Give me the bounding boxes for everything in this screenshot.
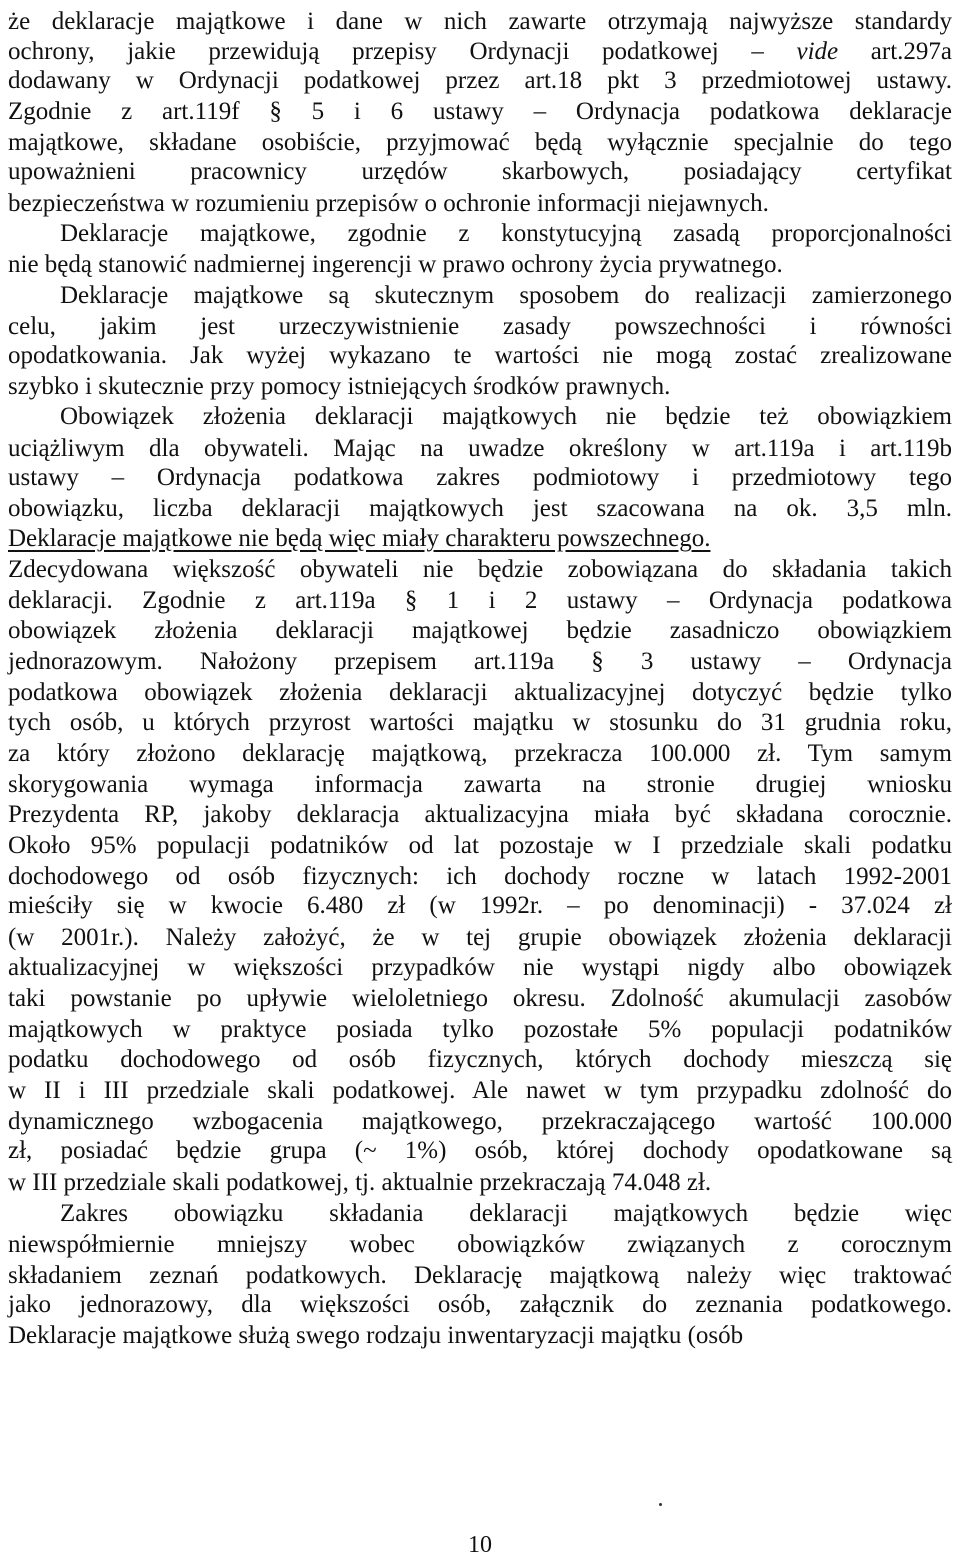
text-line: Zdecydowana większość obywateli nie będzie zobowiązana do składania takich bbox=[8, 556, 952, 583]
text-line: celu, jakim jest urzeczywistnienie zasady powszechności i równości bbox=[8, 313, 952, 340]
text-line: Deklaracje majątkowe, zgodnie z konstytucyjną zasadą proporcjonalności bbox=[60, 220, 952, 247]
text-line: zł, posiadać będzie grupa (~ 1%) osób, której dochody opodatkowane są bbox=[8, 1137, 952, 1164]
page-number: 10 bbox=[468, 1532, 492, 1558]
text-line: jako jednorazowy, dla większości osób, załącznik do zeznania podatkowego. bbox=[8, 1291, 952, 1318]
text-line: nie będą stanowić nadmiernej ingerencji w prawo ochrony życia prywatnego. bbox=[8, 251, 783, 278]
text-line: Zgodnie z art.119f § 5 i 6 ustawy – Ordynacja podatkowa deklaracje bbox=[8, 98, 952, 125]
text-line: taki powstanie po upływie wieloletniego okresu. Zdolność akumulacji zasobów bbox=[8, 985, 952, 1012]
text-line: podatku dochodowego od osób fizycznych, których dochody mieszczą się bbox=[8, 1046, 952, 1073]
text-line: podatkowa obowiązek złożenia deklaracji aktualizacyjnej dotyczyć będzie tylko bbox=[8, 679, 952, 706]
text-line: dochodowego od osób fizycznych: ich dochody roczne w latach 1992-2001 bbox=[8, 863, 952, 890]
text-line: uciążliwym dla obywateli. Mając na uwadze określony w art.119a i art.119b bbox=[8, 435, 952, 462]
text-line: niewspółmiernie mniejszy wobec obowiązków związanych z corocznym bbox=[8, 1231, 952, 1258]
text-line: jednorazowym. Nałożony przepisem art.119a § 3 ustawy – Ordynacja bbox=[8, 648, 952, 675]
text-line: Około 95% populacji podatników od lat pozostaje w I przedziale skali podatku bbox=[8, 832, 952, 859]
text-line: deklaracji. Zgodnie z art.119a § 1 i 2 ustawy – Ordynacja podatkowa bbox=[8, 587, 952, 614]
text-line: ustawy – Ordynacja podatkowa zakres podmiotowy i przedmiotowy tego bbox=[8, 464, 952, 491]
text-line: Deklaracje majątkowe nie będą więc miały charakteru powszechnego. bbox=[8, 525, 711, 552]
italic-term: vide bbox=[796, 38, 839, 65]
text-line: ochrony, jakie przewidują przepisy Ordynacji podatkowej – vide art.297a bbox=[8, 38, 952, 65]
text-line: Deklaracje majątkowe służą swego rodzaju inwentaryzacji majątku (osób bbox=[8, 1322, 744, 1349]
text-line: obowiązek złożenia deklaracji majątkowej będzie zasadniczo obowiązkiem bbox=[8, 617, 952, 644]
text-line: majątkowe, składane osobiście, przyjmować będą wyłącznie specjalnie do tego bbox=[8, 129, 952, 156]
text-line: w III przedziale skali podatkowej, tj. aktualnie przekraczają 74.048 zł. bbox=[8, 1169, 712, 1196]
text-line: majątkowych w praktyce posiada tylko pozostałe 5% populacji podatników bbox=[8, 1016, 952, 1043]
text-line: Obowiązek złożenia deklaracji majątkowych nie będzie też obowiązkiem bbox=[60, 403, 952, 430]
text-line: upoważnieni pracownicy urzędów skarbowych, posiadający certyfikat bbox=[8, 158, 952, 185]
text-line: w II i III przedziale skali podatkowej. Ale nawet w tym przypadku zdolność do bbox=[8, 1077, 952, 1104]
text-line: Deklaracje majątkowe są skutecznym sposobem do realizacji zamierzonego bbox=[60, 282, 952, 309]
text-line: składaniem zeznań podatkowych. Deklarację majątkową należy więc traktować bbox=[8, 1262, 952, 1289]
text-line: dodawany w Ordynacji podatkowej przez art.18 pkt 3 przedmiotowej ustawy. bbox=[8, 67, 952, 94]
text-line: aktualizacyjnej w większości przypadków nie wystąpi nigdy albo obowiązek bbox=[8, 954, 952, 981]
text-line: opodatkowania. Jak wyżej wykazano te wartości nie mogą zostać zrealizowane bbox=[8, 342, 952, 369]
text-line: tych osób, u których przyrost wartości majątku w stosunku do 31 grudnia roku, bbox=[8, 709, 952, 736]
text-line: mieściły się w kwocie 6.480 zł (w 1992r. – po denominacji) - 37.024 zł bbox=[8, 892, 952, 919]
text-line: Zakres obowiązku składania deklaracji majątkowych będzie więc bbox=[60, 1200, 952, 1227]
text-line: (w 2001r.). Należy założyć, że w tej grupie obowiązek złożenia deklaracji bbox=[8, 924, 952, 951]
text-line: dynamicznego wzbogacenia majątkowego, przekraczającego wartość 100.000 bbox=[8, 1108, 952, 1135]
text-line: skorygowania wymaga informacja zawarta na stronie drugiej wniosku bbox=[8, 771, 952, 798]
text-line: za który złożono deklarację majątkową, przekracza 100.000 zł. Tym samym bbox=[8, 740, 952, 767]
text-line: szybko i skutecznie przy pomocy istniejących środków prawnych. bbox=[8, 373, 671, 400]
stray-mark bbox=[659, 1503, 662, 1506]
text-line: że deklaracje majątkowe i dane w nich zawarte otrzymają najwyższe standardy bbox=[8, 8, 952, 35]
text-line: obowiązku, liczba deklaracji majątkowych jest szacowana na ok. 3,5 mln. bbox=[8, 495, 952, 522]
text-line: bezpieczeństwa w rozumieniu przepisów o ochronie informacji niejawnych. bbox=[8, 190, 769, 217]
text-line: Prezydenta RP, jakoby deklaracja aktualizacyjna miała być składana corocznie. bbox=[8, 801, 952, 828]
